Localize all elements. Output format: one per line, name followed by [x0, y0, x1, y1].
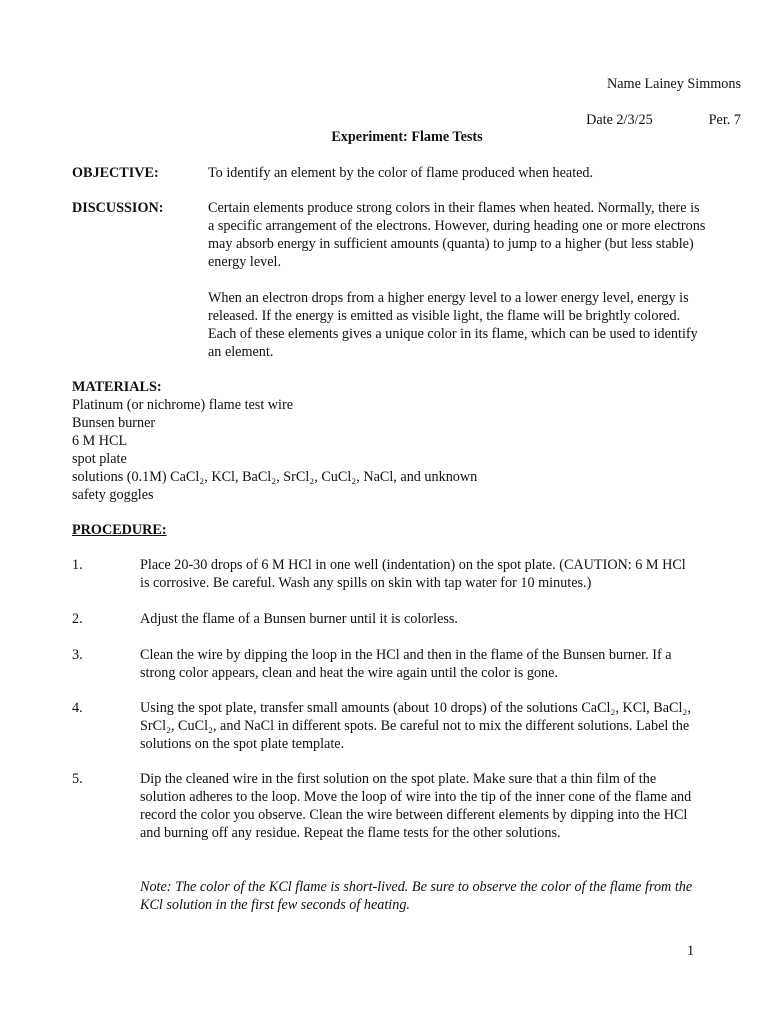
discussion-paragraph-1: Certain elements produce strong colors in their flames when heated. Normally, there is a specific arrangement of the electrons. However, during heading one or more electrons may absorb energy in sufficient amounts (quanta) to jump to a higher (but less stable) energy level.: [208, 200, 706, 270]
discussion-body: [208, 199, 708, 271]
procedure-label: PROCEDURE:: [72, 522, 167, 538]
name-line: Name Lainey Simmons: [607, 76, 741, 92]
step-number: 1.: [72, 557, 83, 573]
material-item: Platinum (or nichrome) flame test wire: [72, 397, 294, 413]
discussion-paragraph-2: When an electron drops from a higher energy level to a lower energy level, energy is released. If the energy is emitted as visible light, the flame will be brightly colored. Each of these elements gives a unique color in its flame, which can be used to identify an element.: [208, 290, 698, 360]
period-text: Per. 7: [708, 112, 741, 128]
step-number: 5.: [72, 771, 83, 787]
material-item: spot plate: [72, 451, 127, 467]
objective-label: OBJECTIVE:: [72, 165, 159, 181]
step-number: 4.: [72, 700, 83, 716]
step-text: Dip the cleaned wire in the first solution on the spot plate. Make sure that a thin film of the solution adheres to the loop. Move the loop of wire into the tip of the inner cone of the flame and record the color you observe. Clean the wire between different elements by dipping into the HCl and burning off any residue. Repeat the flame tests for the other solutions.: [140, 771, 692, 841]
material-item: Bunsen burner: [72, 415, 156, 431]
step-text: Using the spot plate, transfer small amounts (about 10 drops) of the solutions CaCl₂, KCl, BaCl₂, SrCl₂, CuCl₂, and NaCl in different spots. Be careful not to mix the different solutions. Label the solutions on the spot plate template.: [140, 700, 691, 752]
discussion-body-2: [208, 289, 708, 361]
date-text: Date 2/3/25: [586, 112, 653, 128]
material-item: safety goggles: [72, 487, 154, 503]
step-text: Clean the wire by dipping the loop in the HCl and then in the flame of the Bunsen burner. If a strong color appears, clean and heat the wire again until the color is gone.: [140, 647, 672, 681]
material-item: solutions (0.1M) CaCl₂, KCl, BaCl₂, SrCl₂, CuCl₂, NaCl, and unknown: [72, 469, 478, 485]
material-item: 6 M HCL: [72, 433, 128, 449]
step-text: Place 20-30 drops of 6 M HCl in one well (indentation) on the spot plate. (CAUTION: 6 M HCl is corrosive. Be careful. Wash any spills on skin with tap water for 10 minutes.): [140, 557, 686, 591]
step-number: 2.: [72, 611, 83, 627]
materials-label: MATERIALS:: [72, 379, 162, 395]
page-title: Experiment: Flame Tests: [331, 129, 483, 145]
discussion-label: DISCUSSION:: [72, 200, 164, 216]
step-number: 3.: [72, 647, 83, 663]
materials-section: [72, 378, 712, 504]
kcl-note: Note: The color of the KCl flame is short-lived. Be sure to observe the color of the flame from the KCl solution in the first few seconds of heating.: [140, 879, 693, 913]
page-number: 1: [687, 943, 695, 959]
step-text: Adjust the flame of a Bunsen burner until it is colorless.: [140, 611, 458, 627]
objective-text: To identify an element by the color of flame produced when heated.: [208, 165, 594, 181]
